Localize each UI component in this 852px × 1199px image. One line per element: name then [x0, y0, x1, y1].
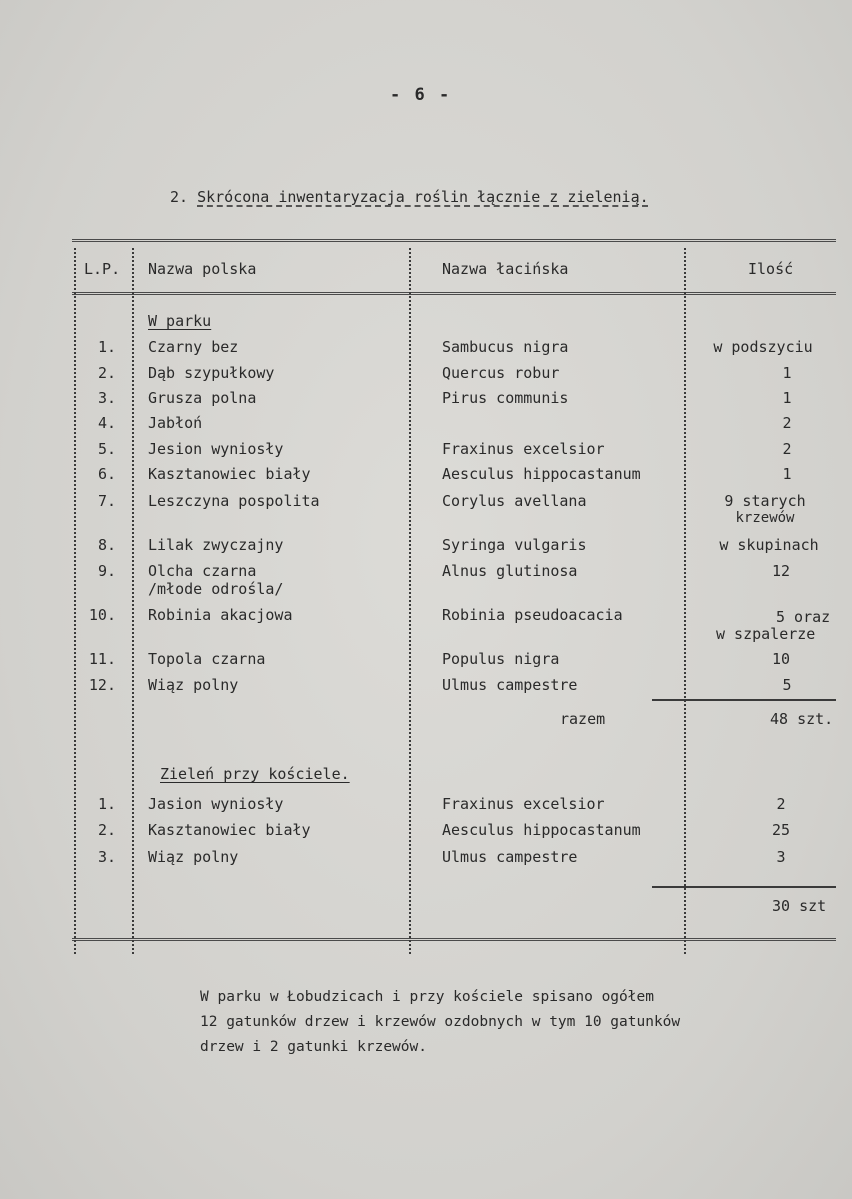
row-latin-name: Quercus robur [442, 364, 560, 382]
section-title-park: W parku [148, 312, 212, 330]
row-latin-name: Corylus avellana [442, 492, 587, 510]
row-lp: 7. [97, 492, 116, 510]
row-polish-name-line2: /młode odrośla/ [148, 580, 284, 598]
row-qty: 2 [782, 440, 792, 458]
row-lp: 6. [97, 465, 116, 483]
subtotal-rule-park [652, 699, 836, 701]
summary-line-1: W parku w Łobudzicach i przy kościele spisano ogółem [200, 989, 654, 1005]
column-divider-lp [132, 248, 134, 954]
table-bottom-rule [72, 938, 836, 941]
row-latin-name: Pirus communis [442, 389, 569, 407]
row-polish-name: Olcha czarna [148, 562, 257, 580]
row-latin-name: Sambucus nigra [442, 338, 569, 356]
row-lp: 9. [97, 562, 116, 580]
row-qty: 1 [782, 465, 792, 483]
row-lp: 2. [97, 364, 116, 382]
row-lp: 8. [97, 536, 116, 554]
row-qty: 1 [782, 364, 792, 382]
total-value-park: 48 szt. [770, 710, 834, 728]
section-title-church: Zieleń przy kościele. [160, 765, 350, 783]
row-qty: 1 [782, 389, 792, 407]
row-polish-name: Grusza polna [148, 389, 257, 407]
row-qty-line2: w szpalerze [716, 625, 816, 643]
row-polish-name: Topola czarna [148, 650, 266, 668]
column-divider-left [74, 248, 76, 954]
col-header-polish: Nazwa polska [148, 260, 257, 278]
col-header-latin: Nazwa łacińska [442, 260, 569, 278]
column-divider-polish [409, 248, 411, 954]
row-polish-name: Wiąz polny [148, 848, 239, 866]
row-polish-name: Kasztanowiec biały [148, 465, 311, 483]
total-value-church: 30 szt [772, 897, 827, 915]
row-qty: 25 [771, 821, 791, 839]
row-lp: 12. [88, 676, 116, 694]
row-qty: 5 oraz [776, 608, 831, 626]
row-lp: 1. [97, 795, 116, 813]
row-qty: 5 [782, 676, 792, 694]
row-polish-name: Dąb szypułkowy [148, 364, 275, 382]
row-qty: 10 [771, 650, 791, 668]
row-latin-name: Syringa vulgaris [442, 536, 587, 554]
row-qty: w podszyciu [713, 338, 813, 356]
row-lp: 2. [97, 821, 116, 839]
row-qty-line2: krzewów [735, 510, 795, 526]
row-lp: 3. [97, 848, 116, 866]
row-lp: 5. [97, 440, 116, 458]
heading-number: 2. [170, 188, 189, 206]
summary-line-2: 12 gatunków drzew i krzewów ozdobnych w tym 10 gatunków [200, 1014, 681, 1030]
row-latin-name: Fraxinus excelsior [442, 440, 605, 458]
col-header-lp: L.P. [84, 260, 121, 278]
row-polish-name: Czarny bez [148, 338, 239, 356]
page-number: - 6 - [390, 85, 452, 105]
row-latin-name: Ulmus campestre [442, 676, 578, 694]
table-top-rule [72, 239, 836, 242]
row-polish-name: Leszczyna pospolita [148, 492, 320, 510]
summary-line-3: drzew i 2 gatunki krzewów. [200, 1039, 427, 1055]
row-polish-name: Wiąz polny [148, 676, 239, 694]
total-label-park: razem [560, 710, 606, 728]
row-lp: 11. [88, 650, 116, 668]
row-qty: 2 [782, 414, 792, 432]
row-lp: 4. [97, 414, 116, 432]
row-latin-name: Ulmus campestre [442, 848, 578, 866]
subtotal-rule-church [652, 886, 836, 888]
row-latin-name: Fraxinus excelsior [442, 795, 605, 813]
row-latin-name: Robinia pseudoacacia [442, 606, 623, 624]
column-divider-latin [684, 248, 686, 954]
row-qty: 2 [776, 795, 786, 813]
row-latin-name: Populus nigra [442, 650, 560, 668]
col-header-qty: Ilość [748, 260, 794, 278]
row-qty: w skupinach [719, 536, 819, 554]
row-lp: 1. [97, 338, 116, 356]
row-qty: 12 [771, 562, 791, 580]
row-polish-name: Kasztanowiec biały [148, 821, 311, 839]
row-polish-name: Jasion wyniosły [148, 795, 284, 813]
row-qty: 3 [776, 848, 786, 866]
row-polish-name: Jesion wyniosły [148, 440, 284, 458]
row-latin-name: Aesculus hippocastanum [442, 465, 641, 483]
row-qty: 9 starych [724, 492, 806, 510]
section-heading [170, 188, 649, 206]
row-polish-name: Jabłoń [148, 414, 203, 432]
header-bottom-rule [72, 292, 836, 295]
row-polish-name: Robinia akacjowa [148, 606, 293, 624]
row-latin-name: Aesculus hippocastanum [442, 821, 641, 839]
heading-title: Skrócona inwentaryzacja roślin łącznie z zielenią. [197, 188, 649, 206]
row-lp: 3. [97, 389, 116, 407]
row-latin-name: Alnus glutinosa [442, 562, 578, 580]
row-lp: 10. [88, 606, 116, 624]
row-polish-name: Lilak zwyczajny [148, 536, 284, 554]
